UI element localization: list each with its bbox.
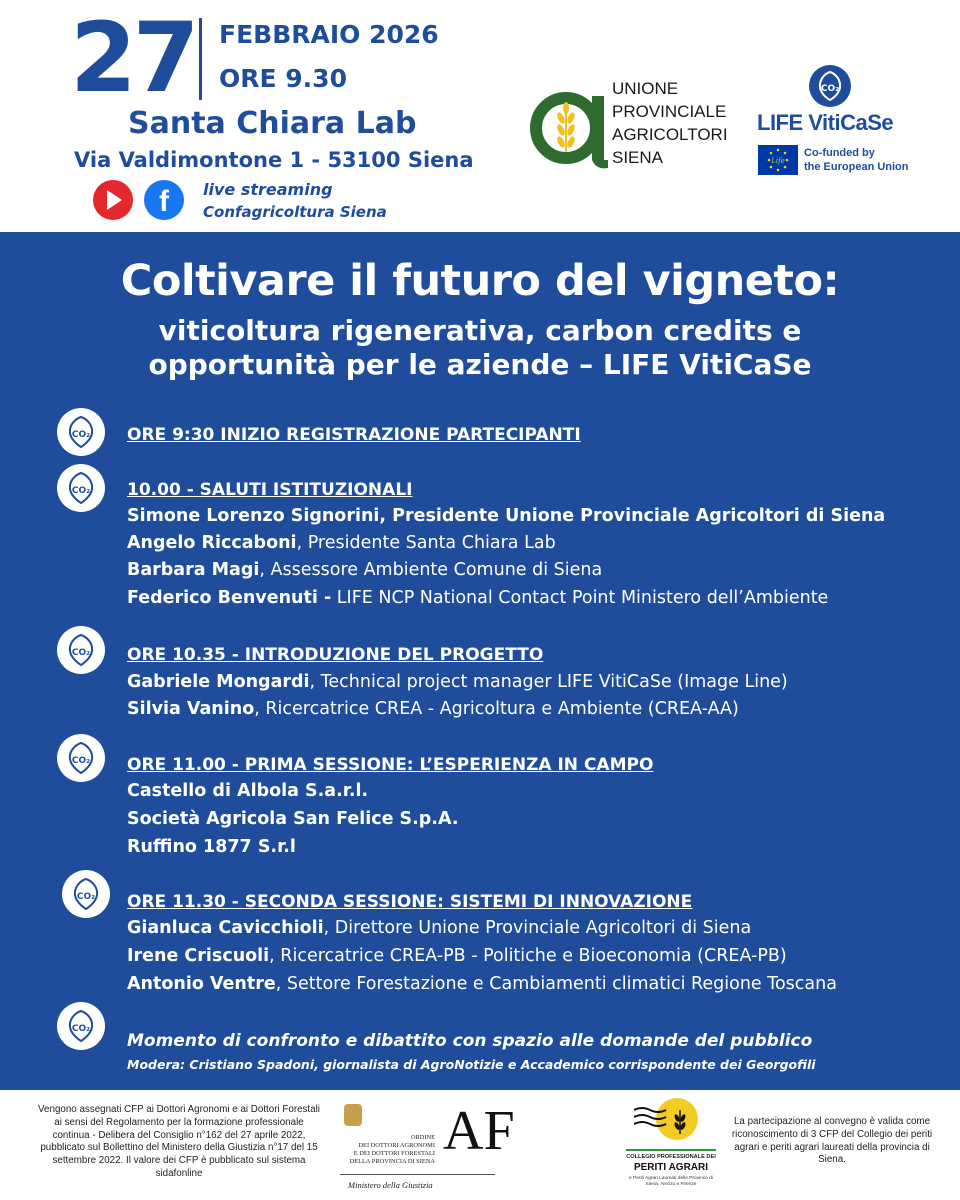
speaker-line (127, 560, 602, 580)
streaming-channel: Confagricoltura Siena (203, 203, 387, 221)
co2-leaf-icon (57, 626, 105, 674)
odaf-af-mark: AF (443, 1100, 515, 1162)
date-divider (199, 18, 202, 100)
event-month-year: FEBBRAIO 2026 (219, 20, 439, 49)
odaf-divider (340, 1174, 495, 1175)
life-viticase-icon (808, 64, 852, 108)
odaf-line: DEI DOTTORI AGRONOMI (358, 1142, 435, 1149)
upa-logo (530, 74, 610, 172)
life-mark: Life (771, 157, 785, 165)
odaf-siena-logo (340, 1100, 515, 1190)
event-day: 27 (70, 2, 196, 114)
speaker-role: , Technical project manager LIFE VitiCaSe (Image Line) (309, 672, 788, 692)
speaker-name: Silvia Vanino (127, 699, 255, 719)
co2-leaf-icon (57, 464, 105, 512)
speaker-name: Irene Criscuoli (127, 946, 270, 966)
speaker-line (127, 946, 787, 966)
speaker-line (127, 588, 828, 608)
speaker-role: , Assessore Ambiente Comune di Siena (259, 560, 603, 580)
speaker-name: Barbara Magi (127, 560, 260, 580)
co2-leaf-icon (62, 870, 110, 918)
italian-emblem-icon (344, 1104, 362, 1126)
session-intro-heading: ORE 10.35 - INTRODUZIONE DEL PROGETTO (127, 645, 544, 665)
life-viticase-title: LIFE VitiCaSe (757, 110, 894, 135)
odaf-line: ORDINE (410, 1134, 435, 1141)
co2-label: CO₂ (71, 430, 91, 440)
session-greetings-heading: 10.00 - SALUTI ISTITUZIONALI (127, 480, 413, 500)
speaker-role: , Ricercatrice CREA-PB - Politiche e Bioeconomia (CREA-PB) (269, 946, 787, 966)
co2-label: CO₂ (71, 486, 91, 496)
wheat-waves-icon (634, 1104, 694, 1134)
eu-life-flag-icon (758, 145, 798, 175)
upa-line: UNIONE (612, 79, 679, 98)
youtube-icon[interactable] (93, 180, 133, 220)
upa-line: AGRICOLTORI (612, 125, 728, 144)
speaker-role: , Presidente Santa Chiara Lab (296, 533, 556, 553)
odaf-name (340, 1134, 435, 1166)
speaker-line (127, 918, 751, 938)
speaker-name: Antonio Ventre (127, 974, 276, 994)
odaf-ministry: Ministero della Giustizia (348, 1180, 433, 1190)
co2-leaf-icon (57, 734, 105, 782)
session-innovation-heading: ORE 11.30 - SECONDA SESSIONE: SISTEMI DI INNOVAZIONE (127, 892, 693, 912)
co2-leaf-icon (57, 408, 105, 456)
speaker-line (127, 533, 556, 553)
cfp-agronomi-note: Vengono assegnati CFP ai Dottori Agronomi e ai Dottori Forestali ai sensi del Regolamento per la formazione professionale continua - Delibera del Consiglio n°162 del 27 aprile 2022, pubblicato sul Bollettino del Ministero della Giustizia n°17 del 15 settembre 2022. Il valore dei CFP è pubblicato sul sistema sidafonline (38, 1104, 320, 1179)
co2-label: CO₂ (76, 892, 96, 902)
speaker-name: Federico Benvenuti - (127, 588, 332, 608)
upa-name (612, 77, 728, 169)
upa-line: SIENA (612, 148, 664, 167)
periti-line2: PERITI AGRARI (633, 1162, 709, 1173)
speaker-role: LIFE NCP National Contact Point Ministero dell’Ambiente (331, 588, 829, 608)
periti-agrari-logo (626, 1098, 716, 1190)
event-time: ORE 9.30 (219, 64, 347, 93)
odaf-line: E DEI DOTTORI FORESTALI (353, 1150, 435, 1157)
eu-cofunded-line2: the European Union (804, 161, 909, 173)
speaker-role: , Settore Forestazione e Cambiamenti climatici Regione Toscana (275, 974, 837, 994)
svg-text:CO₂: CO₂ (820, 84, 840, 94)
program-panel (0, 232, 960, 1090)
company-line: Società Agricola San Felice S.p.A. (127, 809, 459, 829)
closing-discussion: Momento di confronto e dibattito con spazio alle domande del pubblico (127, 1031, 813, 1051)
cfp-periti-note: La partecipazione al convegno è valida come riconoscimento di 3 CFP del Collegio dei periti agrari e periti agrari laureati della provincia di Siena. (731, 1116, 933, 1166)
session-field-heading: ORE 11.00 - PRIMA SESSIONE: L’ESPERIENZA IN CAMPO (127, 755, 654, 775)
speaker-name: Gianluca Cavicchioli (127, 918, 324, 938)
speaker-line: Simone Lorenzo Signorini, Presidente Unione Provinciale Agricoltori di Siena (127, 506, 886, 526)
event-venue: Santa Chiara Lab (128, 106, 417, 141)
co2-leaf-icon (57, 1002, 105, 1050)
speaker-role: , Ricercatrice CREA - Agricoltura e Ambiente (CREA-AA) (254, 699, 739, 719)
speaker-line (127, 699, 739, 719)
company-line: Ruffino 1877 S.r.l (127, 837, 296, 857)
speaker-name: Angelo Riccaboni (127, 533, 297, 553)
eu-cofunded-line1: Co-funded by (804, 147, 875, 159)
co2-label: CO₂ (71, 1024, 91, 1034)
event-subtitle-line2: opportunità per le aziende – LIFE VitiCaSe (148, 348, 812, 381)
speaker-line (127, 974, 837, 994)
event-subtitle-line1: viticoltura rigenerativa, carbon credits e (158, 314, 802, 347)
periti-divider (626, 1149, 716, 1151)
co2-label: CO₂ (71, 756, 91, 766)
company-line: Castello di Albola S.a.r.l. (127, 781, 369, 801)
periti-line3: e Periti Agrari Laureati delle Province di Siena, Arezzo e Firenze (629, 1176, 713, 1187)
session-registration-heading: ORE 9:30 INIZIO REGISTRAZIONE PARTECIPANTI (127, 425, 581, 445)
facebook-icon[interactable]: f (144, 180, 184, 220)
event-title: Coltivare il futuro del vigneto: (120, 256, 840, 306)
event-address: Via Valdimontone 1 - 53100 Siena (74, 148, 474, 172)
speaker-name: Gabriele Mongardi (127, 672, 310, 692)
upa-line: PROVINCIALE (612, 102, 727, 121)
moderator-line: Modera: Cristiano Spadoni, giornalista di AgroNotizie e Accademico corrispondente dei Georgofili (127, 1057, 816, 1072)
event-header (0, 0, 960, 232)
speaker-line (127, 672, 788, 692)
periti-line1: COLLEGIO PROFESSIONALE DEI (626, 1154, 716, 1160)
co2-label: CO₂ (71, 648, 91, 658)
speaker-role: , Direttore Unione Provinciale Agricoltori di Siena (323, 918, 752, 938)
odaf-line: DELLA PROVINCIA DI SIENA (349, 1158, 435, 1165)
streaming-label: live streaming (203, 180, 333, 199)
credits-footer (0, 1090, 960, 1200)
